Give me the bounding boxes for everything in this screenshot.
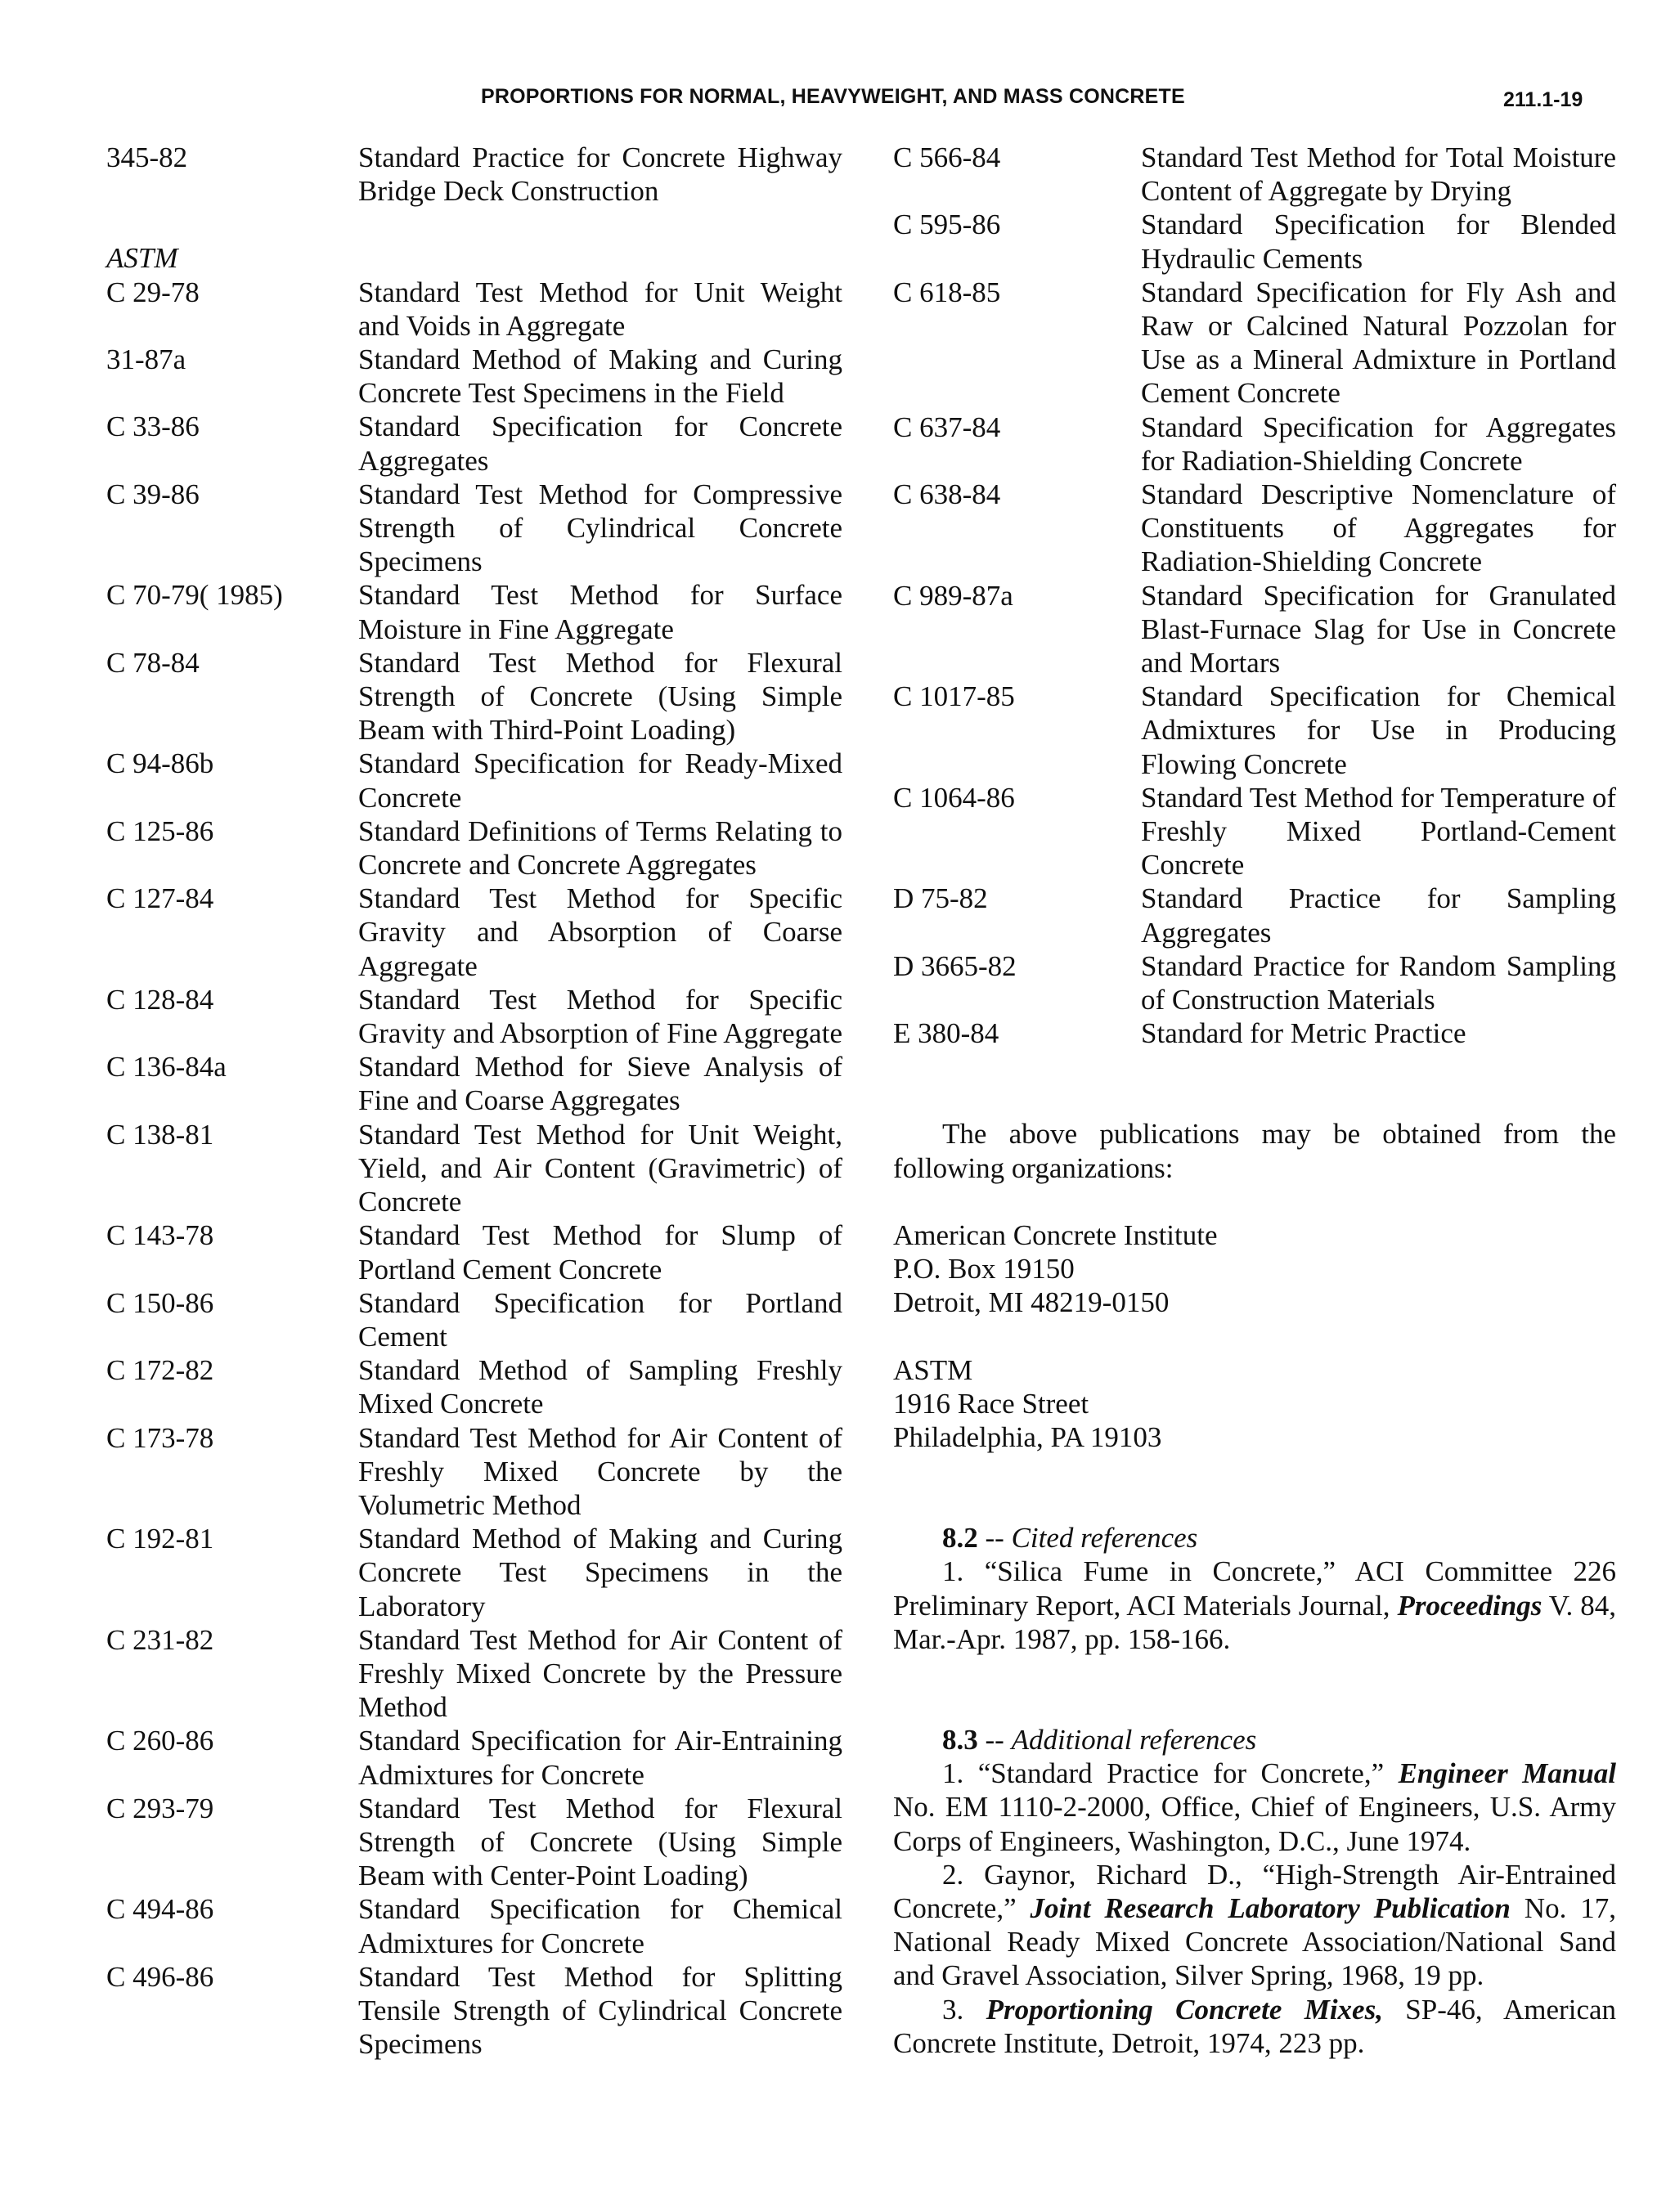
standard-entry — [893, 208, 1616, 275]
standard-title: Standard Definitions of Terms Relating to Concrete and Concrete Aggregates — [358, 814, 842, 882]
standard-code: C 192-81 — [106, 1523, 214, 1555]
standard-code: C 494-86 — [106, 1893, 214, 1926]
standard-code: E 380-84 — [893, 1017, 999, 1050]
standard-code: C 78-84 — [106, 646, 200, 679]
reference-item — [893, 1757, 1616, 1858]
standard-entry — [106, 141, 842, 208]
standard-title: Standard Test Method for Total Moisture Content of Aggregate by Drying — [1141, 141, 1616, 208]
standard-title: Standard Test Method for Compressive Strength of Cylindrical Concrete Specimens — [358, 478, 842, 578]
standard-code: C 128-84 — [106, 983, 214, 1016]
section-title: Cited references — [1011, 1522, 1198, 1555]
standard-code: C 595-86 — [893, 209, 1001, 241]
standard-title: Standard Test Method for Unit Weight, Yield, and Air Content (Gravimetric) of Concrete — [358, 1118, 842, 1218]
standard-entry — [106, 578, 842, 645]
reference-emphasis: Joint Research Laboratory Publication — [1030, 1891, 1511, 1924]
standard-title: Standard Method of Sampling Freshly Mixed Concrete — [358, 1354, 842, 1420]
standard-entry — [106, 814, 842, 882]
standard-title: Standard Test Method for Surface Moisture in Fine Aggregate — [358, 579, 842, 645]
standard-entry — [106, 1353, 842, 1420]
standard-code: C 138-81 — [106, 1118, 214, 1151]
standard-code: C 618-85 — [893, 276, 1001, 308]
standard-entry — [106, 1050, 842, 1117]
section-number: 8.2 — [942, 1522, 978, 1555]
standard-title: Standard Test Method for Slump of Portland Cement Concrete — [358, 1219, 842, 1285]
standard-title: Standard Specification for Chemical Admixtures for Use in Producing Flowing Concrete — [1141, 680, 1616, 780]
address-block-astm — [893, 1353, 1616, 1455]
standard-title: Standard Method of Making and Curing Concrete Test Specimens in the Laboratory — [358, 1523, 842, 1622]
standard-entry — [106, 1522, 842, 1623]
standard-entry — [893, 949, 1616, 1016]
standard-code: C 496-86 — [106, 1960, 214, 1993]
standard-code: C 566-84 — [893, 141, 1001, 173]
standard-entry — [106, 1286, 842, 1353]
standard-title: Standard Specification for Chemical Admixtures for Concrete — [358, 1893, 842, 1959]
address-line: Detroit, MI 48219-0150 — [893, 1286, 1170, 1319]
page-number: 211.1-19 — [1503, 88, 1583, 111]
standard-entry — [106, 1792, 842, 1893]
standard-title: Standard Specification for Aggregates for Radiation-Shielding Concrete — [1141, 411, 1616, 477]
standard-title: Standard Practice for Concrete Highway Bridge Deck Construction — [358, 141, 842, 208]
standard-entry — [893, 579, 1616, 680]
standard-entry — [893, 1016, 1616, 1050]
section-number: 8.3 — [942, 1723, 978, 1756]
standard-entry — [106, 410, 842, 477]
standard-entry — [106, 983, 842, 1050]
standard-code: C 94-86b — [106, 747, 214, 780]
standard-entry — [893, 411, 1616, 478]
standard-code: C 125-86 — [106, 814, 214, 847]
standard-title: Standard Test Method for Flexural Strength of Concrete (Using Simple Beam with Third-Point Loading) — [358, 646, 842, 747]
standard-entry — [106, 747, 842, 814]
standard-entry — [893, 141, 1616, 208]
section-separator: -- — [977, 1723, 1012, 1756]
reference-text: V. 84, Mar.-Apr. 1987, pp. 158-166. — [893, 1589, 1616, 1655]
reference-item — [893, 1993, 1616, 2060]
standard-code: C 33-86 — [106, 411, 200, 443]
standard-code: C 231-82 — [106, 1623, 214, 1656]
standard-code: C 1064-86 — [893, 781, 1015, 814]
reference-emphasis: Proceedings — [1397, 1589, 1543, 1622]
reference-text: 1. “Silica Fume in Concrete,” ACI Committee 226 Preliminary Report, ACI Materials Journal, — [893, 1555, 1616, 1622]
org-name: ASTM — [893, 1353, 973, 1386]
standard-entry — [106, 1724, 842, 1791]
reference-text: No. EM 1110-2-2000, Office, Chief of Engineers, U.S. Army Corps of Engineers, Washington, D.C., June 1974. — [893, 1791, 1616, 1857]
reference-text: 3. — [942, 1993, 986, 2026]
reference-item — [893, 1858, 1616, 1993]
address-line: P.O. Box 19150 — [893, 1253, 1075, 1285]
address-block-aci — [893, 1218, 1616, 1320]
right-column — [893, 141, 1616, 2060]
section-title: Additional references — [1011, 1723, 1257, 1756]
section-heading-additional — [893, 1723, 1616, 1757]
standard-title: Standard Specification for Concrete Aggregates — [358, 411, 842, 477]
standard-code: 31-87a — [106, 343, 186, 376]
standard-code: C 260-86 — [106, 1725, 214, 1757]
standard-title: Standard Descriptive Nomenclature of Constituents of Aggregates for Radiation-Shielding Concrete — [1141, 478, 1616, 578]
standard-title: Standard Method of Making and Curing Concrete Test Specimens in the Field — [358, 343, 842, 410]
reference-item — [893, 1555, 1616, 1656]
standard-entry — [893, 680, 1616, 781]
standard-code: C 638-84 — [893, 478, 1001, 511]
standard-title: Standard Test Method for Flexural Strength of Concrete (Using Simple Beam with Center-Point Loading) — [358, 1792, 842, 1892]
standard-entry — [106, 1960, 842, 2062]
standard-title: Standard Test Method for Specific Gravity and Absorption of Fine Aggregate — [358, 983, 842, 1050]
standard-code: C 39-86 — [106, 478, 200, 510]
header-title: PROPORTIONS FOR NORMAL, HEAVYWEIGHT, AND MASS CONCRETE — [481, 85, 1185, 108]
standard-title: Standard Specification for Fly Ash and Raw or Calcined Natural Pozzolan for Use as a Mineral Admixture in Portland Cement Concrete — [1141, 276, 1616, 410]
standard-entry — [893, 276, 1616, 411]
standard-code: C 637-84 — [893, 411, 1001, 443]
org-name: American Concrete Institute — [893, 1218, 1218, 1251]
standard-title: Standard Test Method for Specific Gravity and Absorption of Coarse Aggregate — [358, 882, 842, 982]
standard-title: Standard Specification for Ready-Mixed Concrete — [358, 747, 842, 814]
reference-text: 2. Gaynor, Richard D., “High-Strength Air-Entrained Concrete,” — [893, 1858, 1616, 1924]
standard-entry — [106, 1118, 842, 1219]
standard-title: Standard Practice for Random Sampling of Construction Materials — [1141, 949, 1616, 1016]
standard-entry — [893, 478, 1616, 579]
standard-entry — [106, 276, 842, 343]
standard-title: Standard Test Method for Temperature of Freshly Mixed Portland-Cement Concrete — [1141, 781, 1616, 882]
standard-code: C 150-86 — [106, 1286, 214, 1319]
astm-entry-list — [106, 276, 842, 2062]
reference-text: No. 17, National Ready Mixed Concrete Association/National Sand and Gravel Association, Silver Spring, 1968, 19 pp. — [893, 1891, 1616, 1992]
section-separator: -- — [977, 1522, 1012, 1555]
section-heading-cited — [893, 1521, 1616, 1555]
standard-code: C 70-79( 1985) — [106, 579, 283, 612]
standard-title: Standard Specification for Granulated Blast-Furnace Slag for Use in Concrete and Mortars — [1141, 579, 1616, 680]
standard-code: C 172-82 — [106, 1354, 214, 1387]
standard-code: C 173-78 — [106, 1421, 214, 1454]
standard-title: Standard Test Method for Air Content of Freshly Mixed Concrete by the Volumetric Method — [358, 1421, 842, 1521]
standard-entry — [106, 646, 842, 747]
standard-title: Standard Specification for Blended Hydraulic Cements — [1141, 209, 1616, 275]
standard-code: C 127-84 — [106, 882, 214, 915]
reference-emphasis: Engineer Manual — [1398, 1757, 1616, 1790]
standard-code: 345-82 — [106, 141, 188, 173]
standard-entry — [893, 781, 1616, 882]
astm-label: ASTM — [106, 242, 178, 275]
standard-title: Standard Practice for Sampling Aggregates — [1141, 882, 1616, 949]
standard-entry — [106, 1218, 842, 1285]
standard-entry — [106, 1421, 842, 1523]
availability-note: The above publications may be obtained from the following organizations: — [893, 1118, 1616, 1184]
standard-code: C 29-78 — [106, 276, 200, 308]
standard-code: D 75-82 — [893, 882, 988, 915]
standard-entry — [106, 882, 842, 983]
address-line: Philadelphia, PA 19103 — [893, 1420, 1162, 1453]
reference-emphasis: Proportioning Concrete Mixes, — [986, 1993, 1383, 2026]
standard-code: C 1017-85 — [893, 680, 1015, 713]
standard-entry — [106, 478, 842, 579]
address-line: 1916 Race Street — [893, 1387, 1089, 1420]
standard-entry — [106, 343, 842, 410]
standard-code: C 293-79 — [106, 1792, 214, 1824]
standard-title: Standard Test Method for Splitting Tensile Strength of Cylindrical Concrete Specimens — [358, 1960, 842, 2061]
standard-code: C 136-84a — [106, 1051, 227, 1084]
astm-entry-list-continued — [893, 141, 1616, 1050]
reference-text: 1. “Standard Practice for Concrete,” — [942, 1757, 1399, 1790]
standard-title: Standard Specification for Air-Entraining Admixtures for Concrete — [358, 1725, 842, 1791]
standard-title: Standard Specification for Portland Cement — [358, 1286, 842, 1353]
standard-title: Standard Method for Sieve Analysis of Fine and Coarse Aggregates — [358, 1051, 842, 1117]
standard-title: Standard Test Method for Air Content of Freshly Mixed Concrete by the Pressure Method — [358, 1623, 842, 1724]
left-column — [106, 141, 842, 2061]
standard-entry — [893, 882, 1616, 949]
reference-text: SP-46, American Concrete Institute, Detroit, 1974, 223 pp. — [893, 1993, 1617, 2059]
standard-title: Standard for Metric Practice — [1141, 1017, 1466, 1050]
standard-code: C 989-87a — [893, 579, 1013, 612]
standard-code: C 143-78 — [106, 1219, 214, 1252]
running-header — [0, 85, 1675, 118]
standard-entry — [106, 1892, 842, 1959]
standard-code: D 3665-82 — [893, 949, 1017, 982]
standard-entry — [106, 1623, 842, 1725]
standard-title: Standard Test Method for Unit Weight and Voids in Aggregate — [358, 276, 842, 342]
